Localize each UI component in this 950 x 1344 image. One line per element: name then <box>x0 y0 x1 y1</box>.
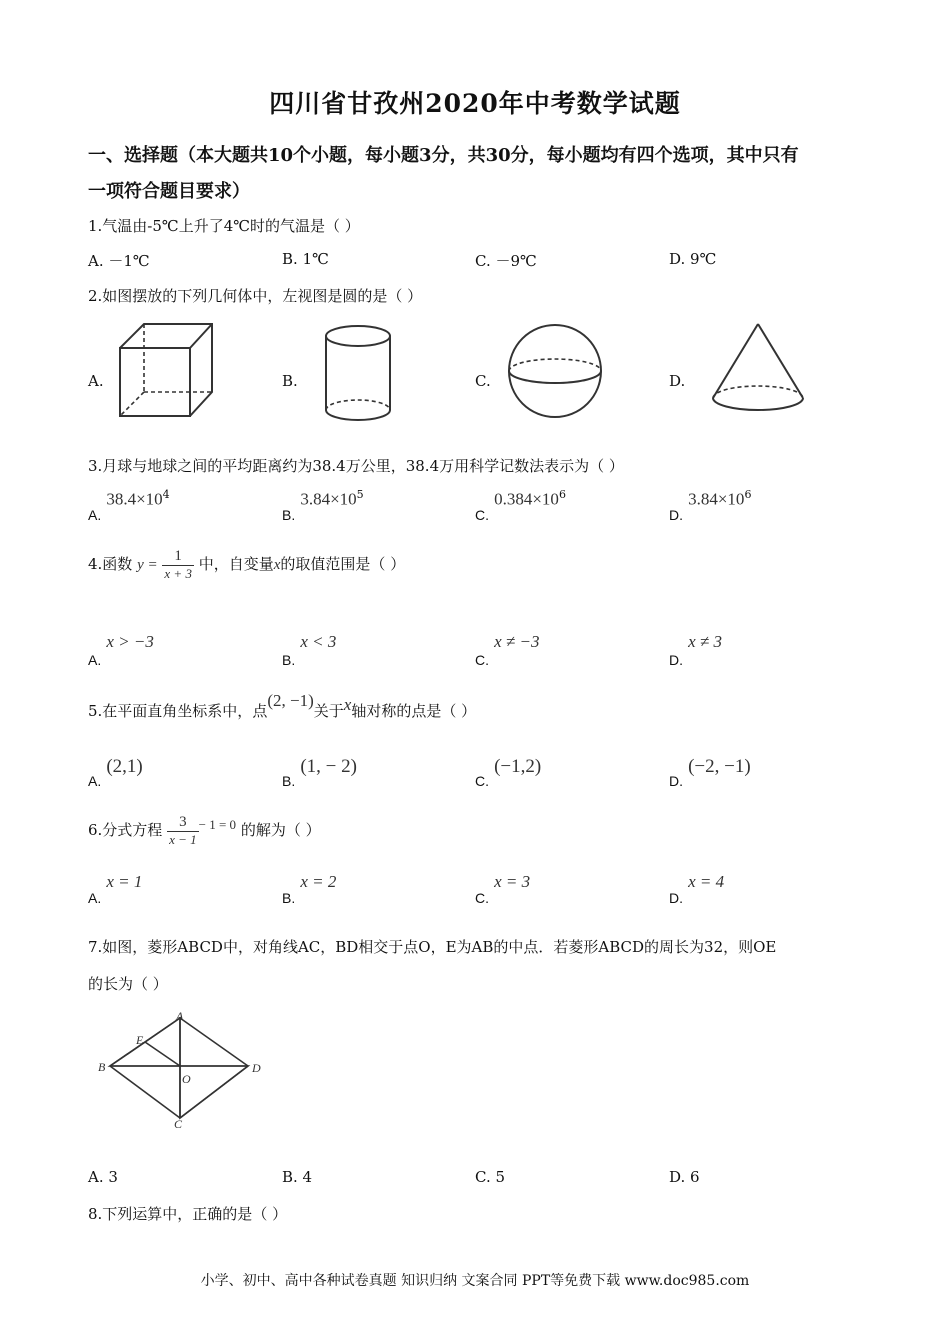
q6-denominator: x − 1 <box>169 832 197 847</box>
cylinder-icon <box>322 322 394 424</box>
q4-option-d <box>669 632 722 668</box>
q2-label-c: C. <box>475 372 491 390</box>
q4-fraction <box>162 548 194 582</box>
q5-label-a: A. <box>88 773 102 789</box>
q3-label-a: A. <box>88 507 102 524</box>
q5-value-a: (2,1) <box>106 756 143 777</box>
q5-post: 轴对称的点是（ ） <box>351 702 477 720</box>
cube-icon <box>116 320 216 420</box>
q6-fraction <box>167 814 199 848</box>
q3-mantissa-b: 3.84×10 <box>300 489 357 509</box>
q6-label-c: C. <box>475 890 489 906</box>
section-heading-line2: 一项符合题目要求） <box>88 181 250 202</box>
q7-option-d: D. 6 <box>669 1168 700 1186</box>
q1-option-a: A. －1℃ <box>88 252 150 270</box>
q6-option-d <box>669 872 725 906</box>
q4-lhs: y = <box>137 557 158 573</box>
q3-option-c <box>475 488 566 524</box>
q3-exp-d: 6 <box>744 488 752 501</box>
cone-icon <box>710 322 806 414</box>
q4-label-c: C. <box>475 652 489 668</box>
q4-post2: 的取值范围是（ ） <box>280 555 406 573</box>
page-footer: 小学、初中、高中各种试卷真题 知识归纳 文案合同 PPT等免费下载 www.doc985.com <box>200 1273 750 1289</box>
q2-label-a: A. <box>88 372 104 390</box>
q5-value-c: (−1,2) <box>494 756 542 777</box>
section-heading-line1: 一、选择题（本大题共10个小题，每小题3分，共30分，每小题均有四个选项，其中只有 <box>88 145 799 166</box>
q7-stem-line1: 7.如图，菱形ABCD中，对角线AC，BD相交于点O，E为AB的中点．若菱形ABCD的周长为32，则OE <box>88 938 777 956</box>
q4-label-a: A. <box>88 652 102 668</box>
q7-option-b: B. 4 <box>282 1168 313 1186</box>
q4-numerator: 1 <box>162 548 194 566</box>
q5-value-b: (1, − 2) <box>300 756 357 777</box>
q6-label-b: B. <box>282 890 296 906</box>
q6-rest: − 1 = 0 <box>198 817 237 832</box>
q4-value-c: x ≠ −3 <box>494 632 540 651</box>
q5-option-c <box>475 756 542 789</box>
q2-label-d: D. <box>669 372 686 390</box>
q4-value-a: x > −3 <box>106 632 154 651</box>
q2-stem: 2.如图摆放的下列几何体中，左视图是圆的是（ ） <box>88 287 423 305</box>
vertex-d-label: D <box>252 1061 261 1075</box>
vertex-a-label: A <box>176 1009 184 1023</box>
q1-stem: 1.气温由-5℃上升了4℃时的气温是（ ） <box>88 217 360 235</box>
q5-mid: 关于 <box>313 702 344 720</box>
q3-option-a <box>88 488 170 524</box>
vertex-c-label: C <box>174 1117 183 1131</box>
q1-option-d: D. 9℃ <box>669 250 717 268</box>
q5-var: x <box>343 695 352 714</box>
rhombus-figure <box>96 1008 268 1130</box>
q4-option-b <box>282 632 337 668</box>
q5-label-d: D. <box>669 773 683 789</box>
q4-label-d: D. <box>669 652 683 668</box>
q5-option-b <box>282 756 357 789</box>
q1-option-b: B. 1℃ <box>282 250 329 268</box>
q3-stem: 3.月球与地球之间的平均距离约为38.4万公里，38.4万用科学记数法表示为（ ） <box>88 457 624 475</box>
q3-mantissa-a: 38.4×10 <box>106 489 163 509</box>
q3-label-c: C. <box>475 507 489 524</box>
q6-value-a: x = 1 <box>106 872 143 891</box>
q5-pre: 5.在平面直角坐标系中，点 <box>88 702 268 720</box>
point-o-label: O <box>182 1072 191 1086</box>
q4-label-b: B. <box>282 652 296 668</box>
q3-mantissa-d: 3.84×10 <box>688 489 745 509</box>
q6-value-c: x = 3 <box>494 872 531 891</box>
q3-option-d <box>669 488 752 524</box>
q5-option-a <box>88 756 143 789</box>
q6-option-c <box>475 872 531 906</box>
q6-value-d: x = 4 <box>688 872 725 891</box>
q4-stem <box>88 548 405 582</box>
q6-pre: 6.分式方程 <box>88 821 163 839</box>
q3-option-b <box>282 488 364 524</box>
q5-label-c: C. <box>475 773 489 789</box>
q6-value-b: x = 2 <box>300 872 337 891</box>
q6-option-b <box>282 872 337 906</box>
page-title: 四川省甘孜州2020年中考数学试题 <box>269 89 681 118</box>
q7-option-c: C. 5 <box>475 1168 506 1186</box>
q4-option-a <box>88 632 154 668</box>
vertex-b-label: B <box>98 1060 106 1074</box>
q4-value-d: x ≠ 3 <box>688 632 722 651</box>
q6-label-d: D. <box>669 890 683 906</box>
q5-label-b: B. <box>282 773 296 789</box>
sphere-icon <box>506 322 604 420</box>
q1-option-c: C. －9℃ <box>475 252 537 270</box>
q6-numerator: 3 <box>167 814 199 832</box>
q4-post: 中，自变量 <box>198 555 274 573</box>
q3-exp-b: 5 <box>356 488 364 501</box>
q3-exp-c: 6 <box>558 488 566 501</box>
q3-label-d: D. <box>669 507 683 524</box>
point-e-label: E <box>136 1033 144 1047</box>
q5-value-d: (−2, −1) <box>688 756 751 777</box>
q2-label-b: B. <box>282 372 298 390</box>
q5-option-d <box>669 756 751 789</box>
q4-var: x <box>273 557 281 573</box>
q7-stem-line2: 的长为（ ） <box>88 975 168 993</box>
q4-option-c <box>475 632 540 668</box>
q3-exp-a: 4 <box>162 488 170 501</box>
q5-stem <box>88 691 477 721</box>
q4-pre: 4.函数 <box>88 555 133 573</box>
q6-option-a <box>88 872 143 906</box>
q7-option-a: A. 3 <box>88 1168 118 1186</box>
q6-post: 的解为（ ） <box>240 821 321 839</box>
q4-value-b: x < 3 <box>300 632 337 651</box>
q4-denominator: x + 3 <box>164 566 192 581</box>
q3-label-b: B. <box>282 507 296 524</box>
q8-stem: 8.下列运算中，正确的是（ ） <box>88 1205 288 1223</box>
q6-stem <box>88 814 321 848</box>
q3-mantissa-c: 0.384×10 <box>494 489 559 509</box>
q5-point: (2, −1) <box>267 691 314 710</box>
q6-label-a: A. <box>88 890 102 906</box>
